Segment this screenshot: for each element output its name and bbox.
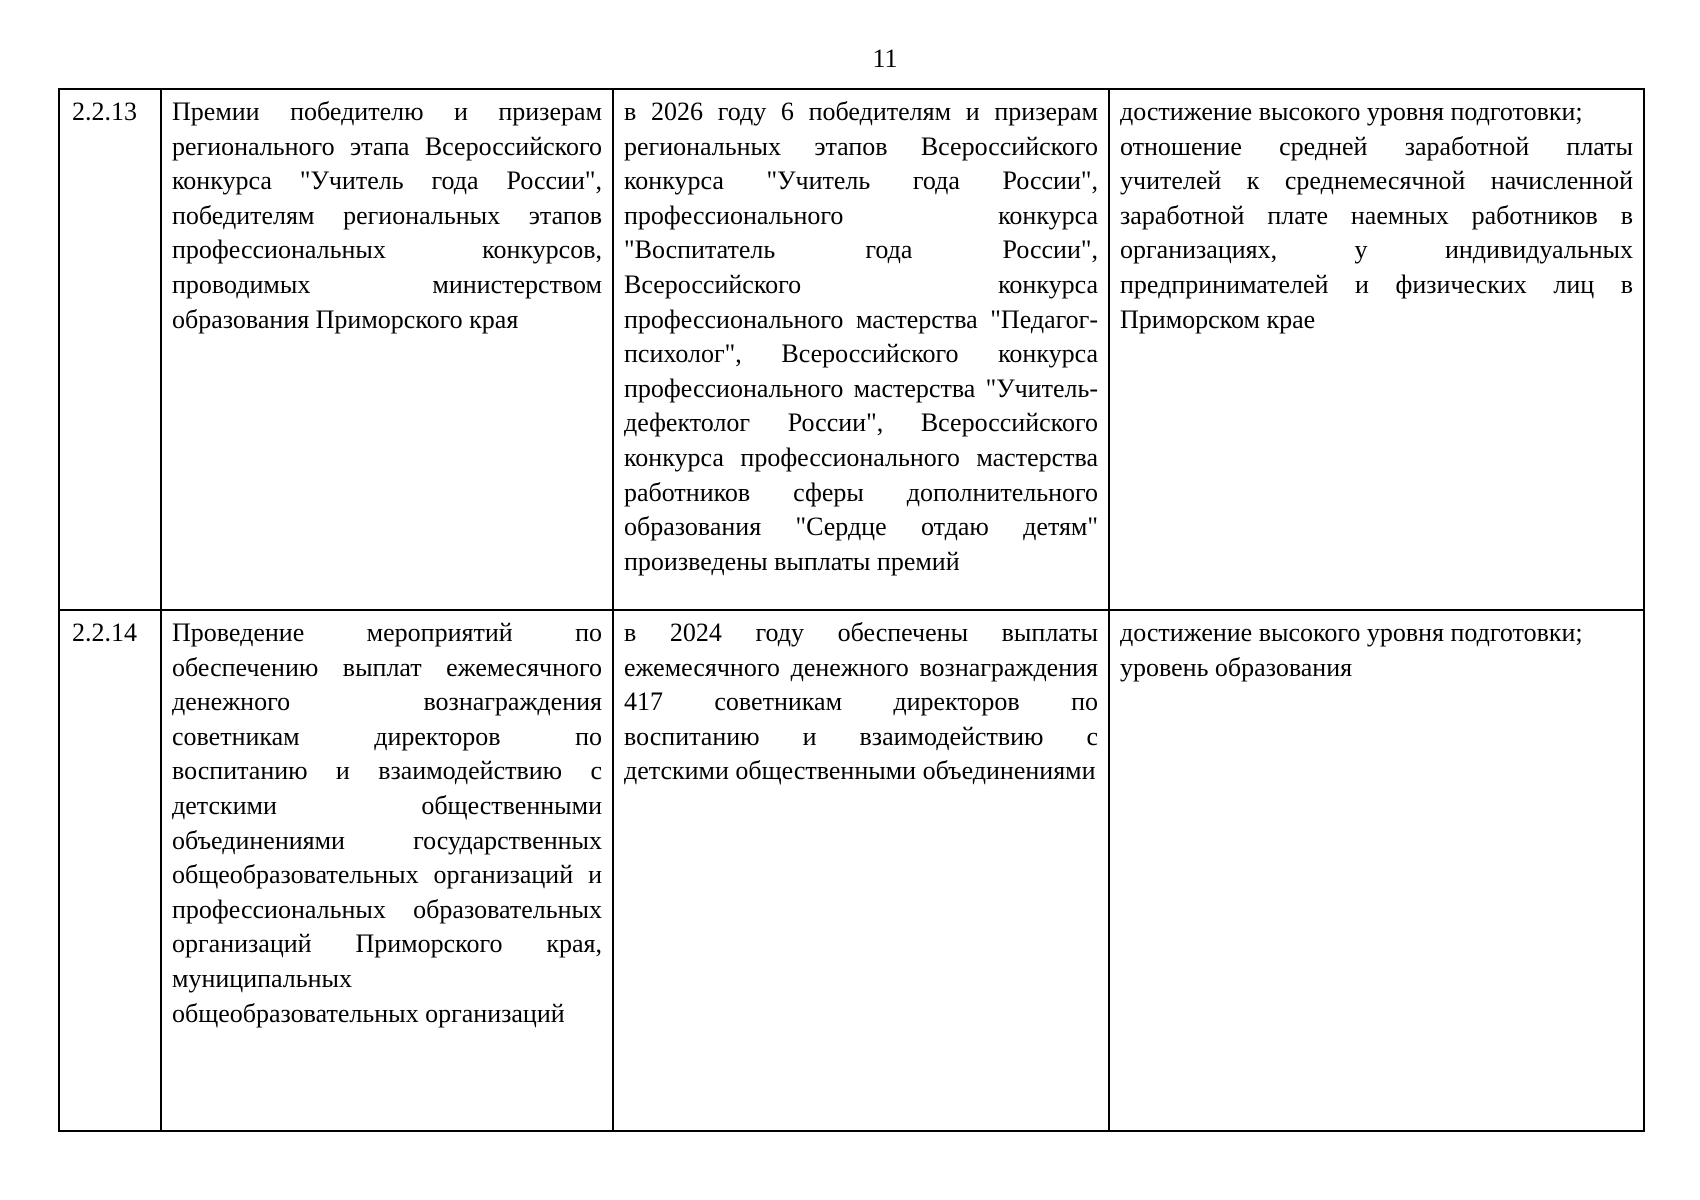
measure-result: в 2026 году 6 победителям и призерам региональных этапов Всероссийского конкурса "Учитель года России", профессионального конкурса "Воспитатель года России", Всероссийского конкурса профессионального мастерства "Педагог-психолог", Всероссийского конкурса профессионального мастерства "Учитель-дефектолог России", Всероссийского конкурса профессионального мастерства работников сферы дополнительного образования "Сердце отдаю детям" произведены выплаты премий: [624, 97, 1098, 576]
table-row: [59, 89, 1644, 610]
item-number: 2.2.14: [72, 618, 137, 647]
item-number: 2.2.13: [72, 97, 137, 126]
measure-name: Премии победителю и призерам регионального этапа Всероссийского конкурса "Учитель года России", победителям региональных этапов профессиональных конкурсов, проводимых министерством образования Приморского края: [172, 97, 602, 334]
measure-name: Проведение мероприятий по обеспечению выплат ежемесячного денежного вознаграждения советникам директоров по воспитанию и взаимодействию с детскими общественными объединениями государственных общеобразовательных организаций и профессиональных образовательных организаций Приморского края, муниципальных общеобразовательных организаций: [172, 618, 602, 1028]
measure-name-cell: [161, 610, 613, 1131]
result-cell: [613, 89, 1109, 610]
indicator-cell: [1109, 89, 1644, 610]
measure-name-cell: [161, 89, 613, 610]
measure-result: в 2024 году обеспечены выплаты ежемесячного денежного вознаграждения 417 советникам директоров по воспитанию и взаимодействию с детскими общественными объединениями: [624, 618, 1098, 786]
page-number: 11: [872, 44, 898, 73]
measure-indicator: достижение высокого уровня подготовки; отношение средней заработной платы учителей к среднемесячной начисленной заработной плате наемных работников в организациях, у индивидуальных предпринимателей и физических лиц в Приморском крае: [1120, 97, 1633, 334]
indicator-cell: [1109, 610, 1644, 1131]
measures-table: [58, 88, 1645, 1132]
measure-indicator: достижение высокого уровня подготовки; уровень образования: [1120, 618, 1583, 682]
result-cell: [613, 610, 1109, 1131]
item-number-cell: [59, 610, 161, 1131]
item-number-cell: [59, 89, 161, 610]
table-row: [59, 610, 1644, 1131]
